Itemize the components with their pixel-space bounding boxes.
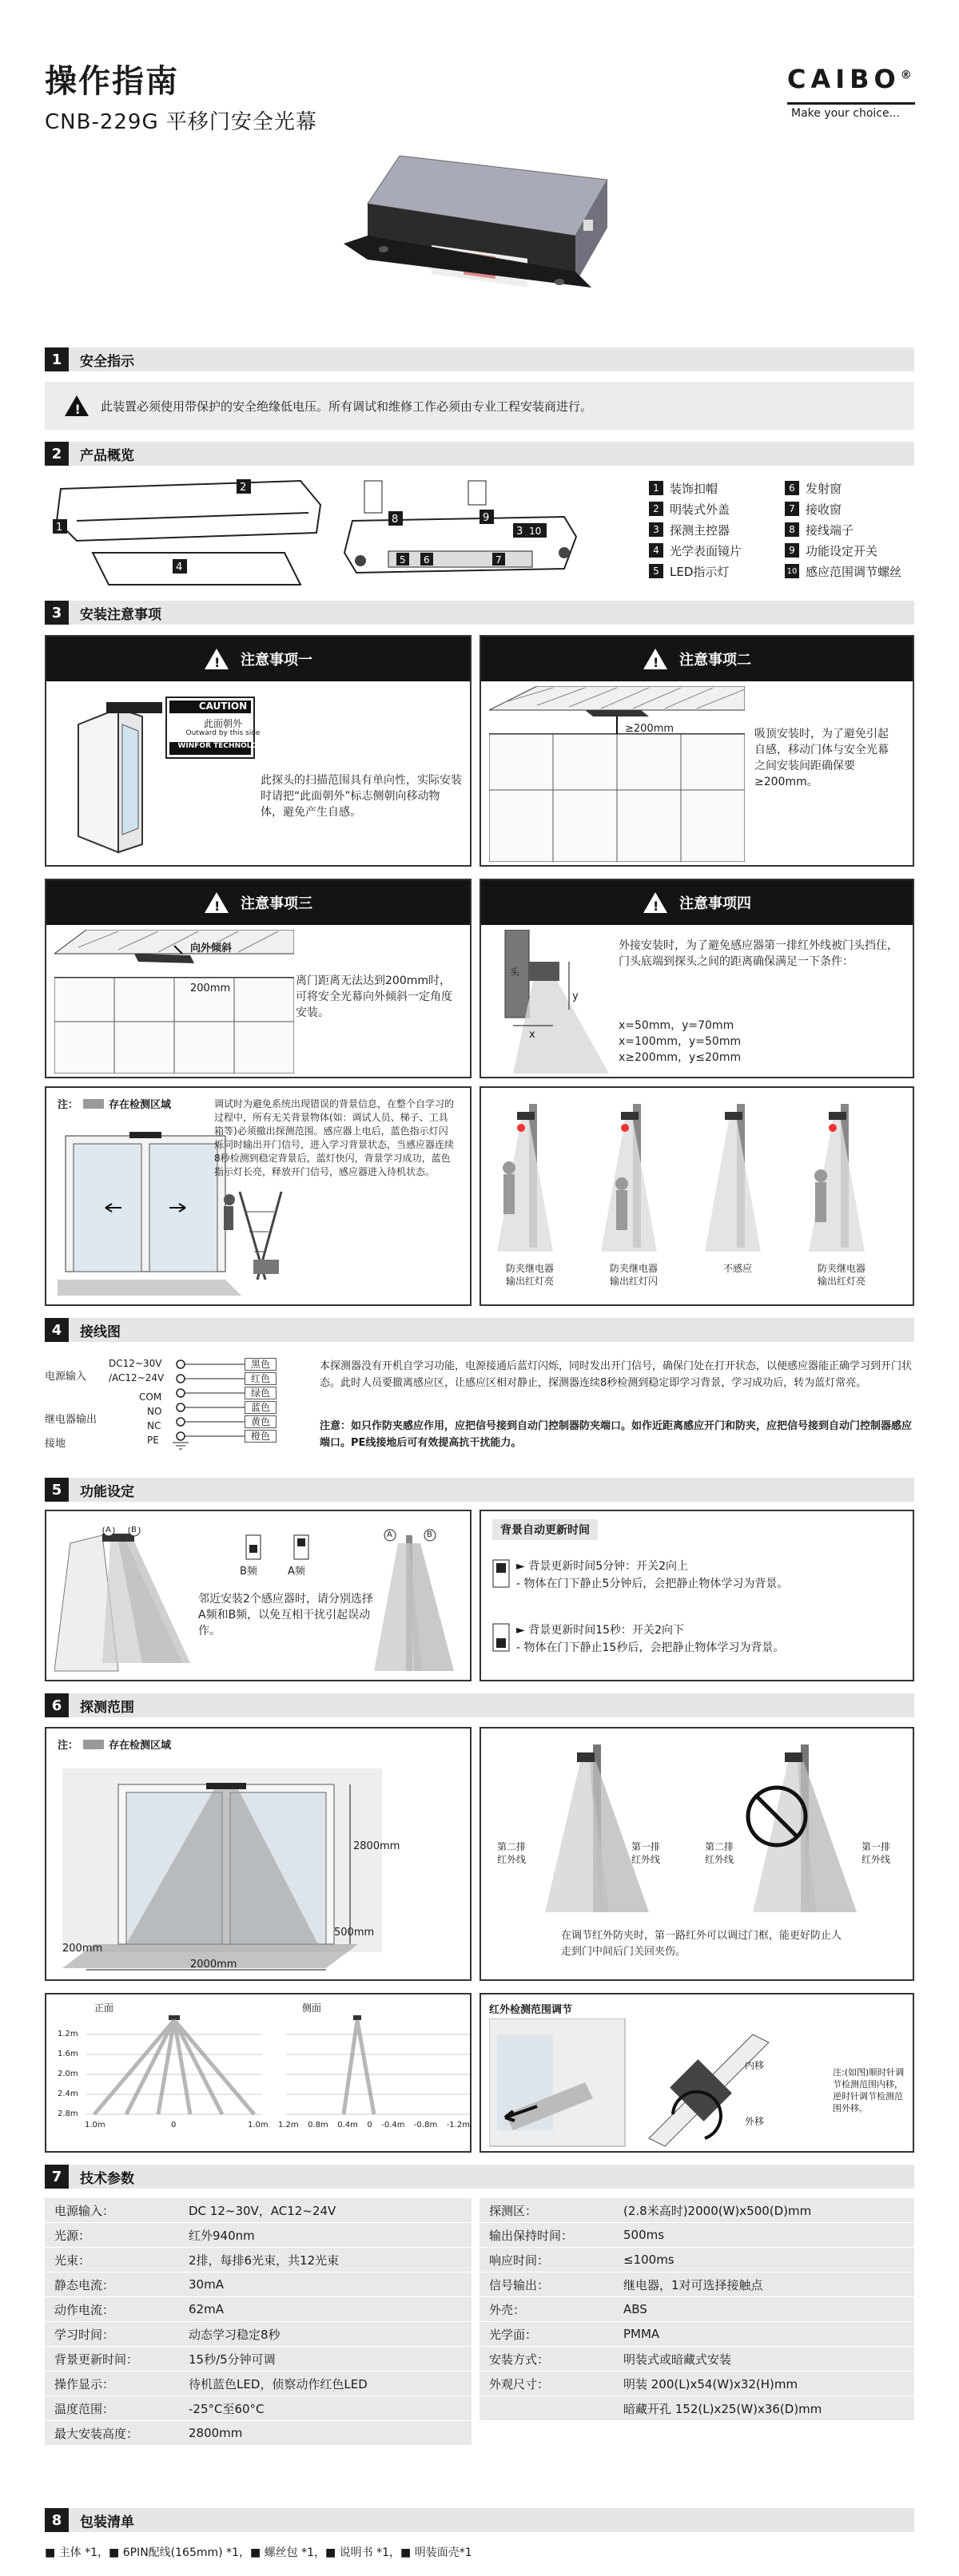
spec-row bbox=[45, 2322, 472, 2347]
spec-value: 15秒/5分钟可调 bbox=[189, 2352, 276, 2367]
y-tick: 1.6m bbox=[58, 2050, 78, 2058]
svg-text:1: 1 bbox=[56, 522, 63, 534]
legend-label: 功能设定开关 bbox=[806, 543, 878, 558]
spec-key: 响应时间： bbox=[489, 2253, 550, 2268]
legend-label: 接线端子 bbox=[806, 522, 854, 538]
legend-label: 明装式外盖 bbox=[670, 502, 730, 517]
y-tick: 2.4m bbox=[58, 2090, 78, 2098]
external-mount-illustration bbox=[497, 930, 625, 1074]
bg-option-1b-text: 物体在门下静止5分钟后，会把静止物体学习为背景。 bbox=[523, 1578, 789, 1590]
row1-label-a: 第一排 红外线 bbox=[631, 1841, 661, 1865]
safety-warning-box bbox=[45, 382, 914, 430]
pe-label: PE bbox=[147, 1435, 159, 1446]
terminal-icons bbox=[173, 1355, 245, 1455]
section-1-header bbox=[45, 347, 914, 371]
spec-key: 探测区： bbox=[489, 2203, 538, 2218]
freq-a-right: A bbox=[387, 1530, 392, 1539]
x-tick: -0.4m bbox=[381, 2121, 405, 2129]
height-dim: 2800mm bbox=[353, 1840, 400, 1852]
brand-underline bbox=[787, 102, 915, 105]
spec-key: 静态电流： bbox=[54, 2277, 115, 2292]
spec-key: 光学面： bbox=[489, 2327, 538, 2342]
spec-value: (2.8米高时)2000(W)x500(D)mm bbox=[623, 2203, 812, 2218]
spec-row bbox=[480, 2223, 914, 2248]
section-number: 1 bbox=[45, 347, 69, 371]
inner-label: 内移 bbox=[745, 2060, 765, 2071]
spec-value: ABS bbox=[623, 2302, 647, 2316]
legend-item bbox=[649, 498, 785, 519]
spec-value: PMMA bbox=[623, 2327, 660, 2341]
spec-row bbox=[480, 2297, 914, 2322]
ceiling-install-illustration bbox=[489, 686, 745, 862]
wire-colors bbox=[245, 1358, 277, 1443]
legend-item bbox=[785, 519, 913, 540]
spec-value: 500ms bbox=[623, 2228, 665, 2242]
bg-update-panel bbox=[480, 1510, 914, 1681]
learning-note-label bbox=[58, 1096, 171, 1111]
svg-text:4: 4 bbox=[176, 562, 183, 574]
spec-row bbox=[480, 2347, 914, 2372]
spec-value: DC 12~30V，AC12~24V bbox=[189, 2203, 336, 2218]
x-tick: 0 bbox=[171, 2121, 177, 2129]
legend-number: 6 bbox=[785, 481, 799, 495]
condition-3: x≥200mm，y≤20mm bbox=[619, 1051, 742, 1064]
spec-key: 输出保持时间： bbox=[489, 2228, 574, 2243]
note-one-text: 此探头的扫描范围具有单向性，实际安装时请把“此面朝外”标志侧朝向移动物体，避免产生自感。 bbox=[261, 774, 462, 819]
spec-key: 学习时间： bbox=[54, 2327, 115, 2342]
legend-number: 10 bbox=[785, 564, 799, 578]
row2-label-a: 第二排 红外线 bbox=[497, 1841, 527, 1865]
svg-text:!: ! bbox=[74, 402, 81, 417]
bg-option-1b: - 物体在门下静止5分钟后，会把静止物体学习为背景。 bbox=[516, 1578, 789, 1590]
spec-key: 光源： bbox=[54, 2228, 91, 2243]
spec-value: 明装 200(L)x54(W)x32(H)mm bbox=[623, 2376, 798, 2391]
legend-number: 7 bbox=[785, 502, 799, 516]
anti-pinch-panel bbox=[480, 1086, 914, 1306]
note-three-text: 离门距离无法达到200mm时，可将安全光幕向外倾斜一定角度安装。 bbox=[296, 974, 452, 1019]
legend-number: 4 bbox=[649, 543, 663, 558]
side-x-ticks bbox=[278, 2121, 470, 2129]
spec-key: 电源输入： bbox=[54, 2203, 115, 2218]
bg-option-2a-text: 背景更新时间15秒：开关2向下 bbox=[528, 1624, 684, 1637]
note-two-header bbox=[481, 637, 913, 681]
x-tick: 0 bbox=[367, 2121, 372, 2129]
detection-zone-swatch bbox=[83, 1099, 104, 1109]
legend-label: 探测主控器 bbox=[670, 522, 730, 538]
product-image bbox=[336, 148, 623, 331]
ir-adjust-illustration bbox=[489, 2018, 825, 2150]
bg-update-title: 背景自动更新时间 bbox=[492, 1519, 598, 1540]
spec-value: -25°C至60°C bbox=[189, 2401, 265, 2416]
brand-name: CAIBO bbox=[787, 64, 901, 94]
row1-label-b: 第一排 红外线 bbox=[862, 1841, 891, 1865]
warning-icon bbox=[204, 891, 229, 914]
relay-output-label: 继电器输出 bbox=[45, 1414, 97, 1426]
spec-key: 光束： bbox=[54, 2253, 91, 2268]
model-subtitle: CNB-229G 平移门安全光幕 bbox=[45, 110, 317, 134]
ir-adjust-title: 红外检测范围调节 bbox=[489, 2004, 573, 2016]
detection-zone-swatch bbox=[83, 1740, 104, 1749]
section-7-header bbox=[45, 2165, 914, 2189]
note-two-panel bbox=[480, 635, 914, 867]
y-tick: 2.8m bbox=[58, 2110, 78, 2118]
ground-label: 接地 bbox=[45, 1438, 66, 1450]
section-number: 6 bbox=[45, 1693, 69, 1717]
x-tick: 1.0m bbox=[85, 2121, 105, 2129]
section-title: 安全指示 bbox=[80, 353, 134, 370]
anti-pinch-illustration bbox=[489, 1104, 905, 1256]
range-door-illustration bbox=[62, 1760, 398, 1976]
section-6-header bbox=[45, 1693, 914, 1717]
freq-b-circle: B bbox=[131, 1526, 137, 1534]
legend-label: LED指示灯 bbox=[670, 564, 730, 579]
spec-row bbox=[480, 2272, 914, 2297]
tilt-dim: 200mm bbox=[190, 982, 231, 994]
section-title: 技术参数 bbox=[80, 2170, 134, 2187]
legend-label: 发射窗 bbox=[806, 481, 842, 496]
spec-value: 明装式或暗藏式安装 bbox=[623, 2352, 732, 2367]
switch-up-icon bbox=[492, 1559, 510, 1588]
spec-key: 安装方式： bbox=[489, 2352, 550, 2367]
note-one-title: 注意事项一 bbox=[241, 652, 312, 669]
legend-label: 光学表面镜片 bbox=[670, 543, 742, 558]
spec-key: 最大安装高度： bbox=[54, 2426, 139, 2441]
spec-table-left bbox=[45, 2198, 472, 2446]
bg-option-2a: ► 背景更新时间15秒：开关2向下 bbox=[516, 1624, 684, 1637]
spec-row bbox=[45, 2198, 472, 2223]
legend-item bbox=[649, 561, 785, 581]
power-input-label: 电源输入 bbox=[45, 1371, 87, 1383]
learning-text: 调试时为避免系统出现错误的背景信息，在整个自学习的过程中，所有无关背景物体(如：调试人员、梯子、工具箱等)必须撤出探测范围。感应器上电后，蓝色指示灯闪烁同时输出开门信号，进入学习背景状态，当感应器连续8秒检测到稳定背景后，蓝灯快闪，背景学习成功，蓝色指示灯长亮，释放开门信号，感应器进入待机状态。 bbox=[214, 1098, 455, 1177]
bg-option-2b-text: 物体在门下静止15秒后，会把静止物体学习为背景。 bbox=[523, 1641, 785, 1654]
section-5-header bbox=[45, 1478, 914, 1502]
legend-number: 3 bbox=[649, 522, 663, 537]
x-tick: -0.8m bbox=[413, 2121, 438, 2129]
width-dim: 2000mm bbox=[190, 1959, 237, 1971]
section-title: 安装注意事项 bbox=[80, 606, 161, 623]
head-label: 头 bbox=[510, 966, 520, 978]
note-one-panel bbox=[45, 635, 472, 867]
switch-down-icon bbox=[492, 1623, 510, 1652]
svg-text:8: 8 bbox=[392, 514, 399, 526]
spec-value: 62mA bbox=[189, 2302, 224, 2316]
note-one-header bbox=[46, 637, 470, 681]
ir-adjust-panel bbox=[480, 1993, 914, 2153]
x-tick: 1.0m bbox=[248, 2121, 269, 2129]
section-number: 2 bbox=[45, 442, 69, 466]
bg-option-1a-text: 背景更新时间5分钟：开关2向上 bbox=[528, 1560, 689, 1573]
wire-color: 黑色 bbox=[245, 1358, 277, 1371]
warning-icon bbox=[643, 648, 668, 670]
spec-row bbox=[45, 2223, 472, 2248]
section-number: 7 bbox=[45, 2165, 69, 2189]
wire-color: 橙色 bbox=[245, 1430, 277, 1443]
spec-key: 信号输出： bbox=[489, 2277, 550, 2292]
svg-text:!: ! bbox=[214, 899, 221, 914]
section-number: 3 bbox=[45, 601, 69, 625]
spec-row bbox=[45, 2421, 472, 2446]
spec-key: 背景更新时间： bbox=[54, 2352, 139, 2367]
spec-value: 暗藏开孔 152(L)x25(W)x36(D)mm bbox=[623, 2401, 822, 2416]
learning-panel bbox=[45, 1086, 472, 1306]
warning-icon bbox=[204, 648, 229, 670]
note-prefix: 注： bbox=[58, 1740, 79, 1752]
power-ac: /AC12~24V bbox=[109, 1372, 165, 1383]
section-title: 探测范围 bbox=[80, 1699, 134, 1716]
com-label: COM bbox=[139, 1391, 162, 1403]
section-2-header bbox=[45, 442, 914, 466]
section-3-header bbox=[45, 601, 914, 625]
outer-label: 外移 bbox=[745, 2116, 765, 2127]
wiring-diagram bbox=[45, 1350, 324, 1470]
legend-label: 接收窗 bbox=[806, 502, 842, 517]
warning-icon bbox=[643, 891, 668, 914]
caution-outward-en: Outward by this side bbox=[185, 729, 261, 737]
package-list: ■ 主体 *1，■ 6PIN配线(165mm) *1，■ 螺丝包 *1，■ 说明书 *1，■ 明装面壳*1 bbox=[45, 2546, 472, 2559]
ir-rows-panel bbox=[480, 1727, 914, 1981]
spec-row bbox=[480, 2198, 914, 2223]
parts-legend bbox=[649, 478, 913, 581]
note-two-title: 注意事项二 bbox=[679, 652, 751, 669]
note-four-header bbox=[481, 880, 913, 925]
no-label: NO bbox=[147, 1406, 162, 1417]
spec-key: 外观尺寸： bbox=[489, 2376, 550, 2391]
svg-text:7: 7 bbox=[495, 554, 502, 566]
svg-text:6: 6 bbox=[424, 554, 430, 566]
section-4-header bbox=[45, 1318, 914, 1342]
range-charts-panel bbox=[45, 1993, 472, 2153]
detection-zone-label: 存在检测区域 bbox=[109, 1099, 172, 1111]
detection-zone-label: 存在检测区域 bbox=[109, 1740, 172, 1752]
spec-value: 30mA bbox=[189, 2277, 224, 2292]
x-tick: 0.4m bbox=[337, 2121, 358, 2129]
section-title: 产品概览 bbox=[80, 447, 134, 464]
spec-row bbox=[480, 2372, 914, 2396]
front-label: 正面 bbox=[94, 2002, 114, 2014]
legend-number: 2 bbox=[649, 502, 663, 516]
depth-dim-1: 200mm bbox=[62, 1943, 103, 1955]
note-three-header bbox=[46, 880, 470, 925]
brand-slogan: Make your choice... bbox=[791, 107, 900, 120]
tilt-label: 向外倾斜 bbox=[190, 943, 233, 955]
freq-a-label: A频 bbox=[288, 1566, 305, 1578]
row2-label-b: 第二排 红外线 bbox=[705, 1841, 734, 1865]
section-8-header bbox=[45, 2508, 914, 2532]
condition-2: x=100mm，y=50mm bbox=[619, 1035, 742, 1048]
legend-item bbox=[649, 519, 785, 540]
fig-caption-3: 不感应 bbox=[722, 1263, 752, 1274]
x-tick: -1.2m bbox=[446, 2121, 470, 2129]
spec-value: ≤100ms bbox=[623, 2253, 674, 2267]
safety-warning-text: 此装置必须使用带保护的安全绝缘低电压。所有调试和维修工作必须由专业工程安装商进行。 bbox=[101, 399, 593, 414]
wiring-note: 注意：如只作防夹感应作用，应把信号接到自动门控制器防夹端口。如作近距离感应开门和防夹，应把信号接到自动门控制器感应端口。PE线接地后可有效提高抗干扰能力。 bbox=[320, 1420, 913, 1449]
svg-text:3: 3 bbox=[516, 526, 523, 538]
ir-rows-illustration bbox=[497, 1737, 897, 1920]
section-title: 接线图 bbox=[80, 1324, 121, 1340]
wire-color: 红色 bbox=[245, 1372, 277, 1385]
spec-row bbox=[480, 2248, 914, 2272]
range-note-label bbox=[58, 1737, 171, 1752]
legend-item bbox=[649, 540, 785, 561]
section-number: 8 bbox=[45, 2508, 69, 2532]
legend-label: 装饰扣帽 bbox=[670, 481, 718, 496]
tilt-install-illustration bbox=[54, 930, 294, 1074]
spec-row bbox=[45, 2372, 472, 2396]
brand-logo bbox=[787, 64, 917, 94]
product-overview-diagram bbox=[45, 473, 620, 593]
spec-row bbox=[45, 2297, 472, 2322]
svg-text:2: 2 bbox=[240, 482, 247, 494]
warning-icon bbox=[64, 395, 90, 417]
note-three-title: 注意事项三 bbox=[241, 895, 312, 912]
spec-row bbox=[45, 2248, 472, 2272]
legend-label: 感应范围调节螺丝 bbox=[806, 564, 902, 579]
legend-item bbox=[785, 540, 913, 561]
section-number: 4 bbox=[45, 1318, 69, 1342]
spec-value: 2排，每排6光束，共12光束 bbox=[189, 2253, 340, 2268]
section-title: 包装清单 bbox=[80, 2514, 134, 2530]
brand-reg: ® bbox=[900, 69, 917, 82]
wire-color: 蓝色 bbox=[245, 1401, 277, 1414]
wiring-text: 本探测器没有开机自学习功能，电源接通后蓝灯闪烁，同时发出开门信号，确保门处在打开状态，以便感应器能正确学习到开门状态。此时人员要撤离感应区，让感应区相对静止，探测器连续8秒检测到稳定即学习背景，学习成功后，转为蓝灯常亮。 bbox=[320, 1360, 913, 1389]
nc-label: NC bbox=[147, 1420, 161, 1431]
ir-adjust-note: 注:(如图)顺时针调节检测范围内移，逆时针调节检测范围外移。 bbox=[833, 2067, 905, 2114]
spec-row bbox=[45, 2347, 472, 2372]
legend-item bbox=[649, 478, 785, 498]
spec-row bbox=[45, 2272, 472, 2297]
spec-value: 2800mm bbox=[189, 2426, 243, 2440]
fig-caption-1: 防夹继电器 输出红灯亮 bbox=[505, 1263, 554, 1287]
note-prefix: 注： bbox=[58, 1099, 79, 1111]
spec-value: 继电器，1对可选择接触点 bbox=[623, 2277, 763, 2292]
spec-value: 动态学习稳定8秒 bbox=[189, 2327, 281, 2342]
freq-b-label: B频 bbox=[240, 1566, 257, 1578]
section-number: 5 bbox=[45, 1478, 69, 1502]
power-dc: DC12~30V bbox=[109, 1358, 162, 1369]
bg-option-2b: - 物体在门下静止15秒后，会把静止物体学习为背景。 bbox=[516, 1641, 785, 1654]
legend-number: 5 bbox=[649, 564, 663, 578]
page-title: 操作指南 bbox=[45, 63, 179, 100]
spec-table-right bbox=[480, 2198, 914, 2421]
legend-number: 1 bbox=[649, 481, 663, 495]
legend-number: 8 bbox=[785, 522, 799, 537]
x-tick: 0.8m bbox=[308, 2121, 328, 2129]
svg-text:5: 5 bbox=[400, 554, 406, 566]
legend-item bbox=[785, 498, 913, 519]
spec-key: 操作显示： bbox=[54, 2376, 115, 2391]
depth-dim-2: 500mm bbox=[334, 1927, 375, 1939]
side-label: 侧面 bbox=[302, 2002, 322, 2014]
legend-item bbox=[785, 478, 913, 498]
spec-key: 动作电流： bbox=[54, 2302, 115, 2317]
detect-range-panel bbox=[45, 1727, 472, 1981]
wire-color: 黄色 bbox=[245, 1415, 277, 1428]
condition-1: x=50mm，y=70mm bbox=[619, 1019, 734, 1032]
svg-text:!: ! bbox=[214, 655, 221, 670]
section-title: 功能设定 bbox=[80, 1483, 134, 1500]
x-label: x bbox=[529, 1029, 535, 1041]
clearance-dim: ≥200mm bbox=[625, 723, 674, 735]
spec-row bbox=[480, 2322, 914, 2347]
freq-panel bbox=[45, 1510, 472, 1681]
note-four-text: 外接安装时，为了避免感应器第一排红外线被门头挡住，门头底端到探头之间的距离确保满足一下条件： bbox=[619, 939, 898, 968]
y-tick: 1.2m bbox=[58, 2030, 78, 2038]
bg-option-1a: ► 背景更新时间5分钟：开关2向上 bbox=[516, 1560, 689, 1573]
spec-value: 待机蓝色LED，侦察动作红色LED bbox=[189, 2376, 368, 2391]
spec-row bbox=[480, 2396, 914, 2421]
spec-value: 红外940nm bbox=[189, 2228, 255, 2243]
svg-text:10: 10 bbox=[529, 526, 542, 537]
legend-number: 9 bbox=[785, 543, 799, 558]
svg-text:9: 9 bbox=[483, 512, 490, 524]
caution-label: CAUTION bbox=[198, 701, 248, 712]
ir-adjust-text: 在调节红外防夹时，第一路红外可以调过门框，能更好防止人走到门中间后门关回夹伤。 bbox=[561, 1930, 842, 1958]
y-tick: 2.0m bbox=[58, 2070, 78, 2078]
wire-color: 绿色 bbox=[245, 1387, 277, 1399]
note-four-panel bbox=[480, 879, 914, 1078]
note-four-title: 注意事项四 bbox=[679, 895, 751, 912]
note-two-text: 吸顶安装时，为了避免引起自感，移动门体与安全光幕之间安装间距确保要≥200mm。 bbox=[754, 728, 889, 788]
x-tick: 1.2m bbox=[278, 2121, 299, 2129]
spec-key: 温度范围： bbox=[54, 2401, 115, 2416]
freq-a-circle: A bbox=[105, 1526, 111, 1534]
note-three-panel bbox=[45, 879, 472, 1078]
spec-key: 外壳： bbox=[489, 2302, 526, 2317]
svg-text:!: ! bbox=[653, 899, 659, 914]
y-label: y bbox=[572, 990, 579, 1002]
caution-brand: WINFOR TECHNOLOGY bbox=[177, 742, 269, 750]
caution-outward-cn: 此面朝外 bbox=[203, 718, 242, 729]
fig-caption-2: 防夹继电器 输出红灯闪 bbox=[609, 1263, 658, 1287]
freq-text: 邻近安装2个感应器时，请分别选择A频和B频，以免互相干扰引起误动作。 bbox=[198, 1593, 373, 1637]
freq-b-right: B bbox=[427, 1530, 432, 1539]
legend-item bbox=[785, 561, 913, 581]
svg-text:!: ! bbox=[653, 655, 659, 670]
spec-row bbox=[45, 2396, 472, 2421]
fig-caption-4: 防夹继电器 输出红灯亮 bbox=[817, 1263, 865, 1287]
